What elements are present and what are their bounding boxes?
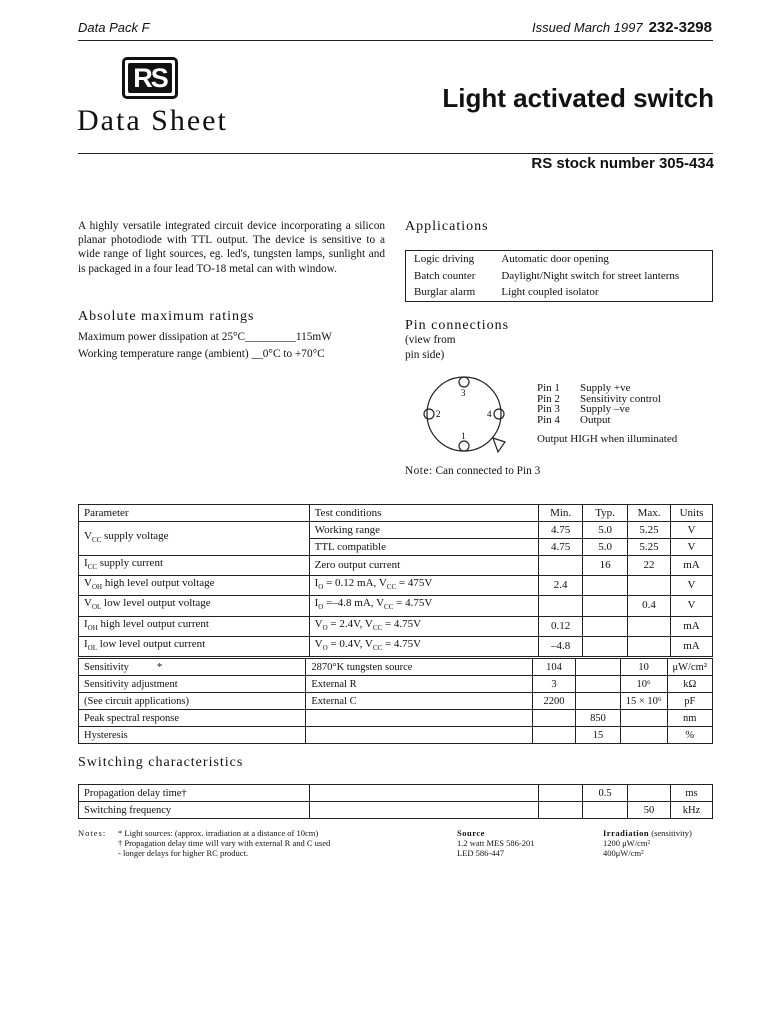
- unit-cell: kΩ: [667, 676, 712, 693]
- irradiation-heading-sub: (sensitivity): [651, 828, 692, 838]
- min-cell: [532, 710, 576, 727]
- can-note-label: Note:: [405, 465, 433, 477]
- abs-max-heading: Absolute maximum ratings: [78, 309, 255, 324]
- pin-2-circle: [424, 409, 434, 419]
- pin-name: Pin 2: [537, 392, 560, 405]
- param-symbol: V: [84, 597, 92, 610]
- max-cell: 0.4: [628, 596, 671, 616]
- data-pack-label: Data Pack F: [78, 20, 150, 35]
- param-symbol: V: [84, 529, 92, 542]
- applications-row: [406, 251, 713, 268]
- param-subscript: CC: [87, 563, 98, 572]
- pin-function: Sensitivity control: [580, 392, 661, 405]
- unit-cell: ms: [671, 785, 713, 802]
- condition-cell: $I_O = 0.12$ mA, $V_{CC} = 475V$: [309, 576, 539, 596]
- condition-cell: 2870°K tungsten source: [306, 659, 532, 676]
- condition-cell: $I_O =-4.8$ mA, $V_{CC} = 4.75V$: [309, 596, 539, 616]
- switching-table: [78, 784, 713, 819]
- table-row: [79, 616, 713, 636]
- typ-cell: [576, 659, 620, 676]
- param-cell: [79, 522, 310, 556]
- unit-cell: kHz: [671, 802, 713, 819]
- irradiation-column: [603, 828, 692, 858]
- condition-cell: Zero output current: [309, 556, 539, 576]
- table-row: [79, 785, 713, 802]
- note-line: * Light sources: (approx. irradiation at a distance of 10cm): [118, 828, 319, 838]
- param-cell: Sensitivity adjustment: [79, 676, 306, 693]
- max-cell: 5.25: [628, 522, 671, 539]
- param-cell: Propagation delay time†: [79, 785, 310, 802]
- min-cell: –4.8: [539, 636, 583, 656]
- param-text: supply voltage: [101, 529, 169, 542]
- param-cell: [79, 596, 310, 616]
- param-symbol: V: [84, 577, 92, 590]
- typ-cell: 16: [583, 556, 628, 576]
- condition-cell: [306, 710, 532, 727]
- max-cell: 10: [620, 659, 667, 676]
- pin-1-circle: [459, 441, 469, 451]
- col-header-typ: Typ.: [583, 505, 628, 522]
- param-subscript: CC: [91, 536, 102, 545]
- min-cell: 104: [532, 659, 576, 676]
- typ-cell: 15: [576, 727, 620, 744]
- pin-connections-heading: Pin connections: [405, 318, 510, 333]
- irradiation-heading: [603, 828, 692, 838]
- stock-number: [531, 155, 714, 172]
- condition-cell: External R: [306, 676, 532, 693]
- min-cell: 4.75: [539, 539, 583, 556]
- stock-brand: RS: [531, 155, 553, 172]
- param-cell: (See circuit applications): [79, 693, 306, 710]
- unit-cell: pF: [667, 693, 712, 710]
- typ-cell: [583, 576, 628, 596]
- document-number: 232-3298: [648, 19, 712, 36]
- source-column: [457, 828, 534, 858]
- table-row: [79, 710, 713, 727]
- min-cell: 0.12: [539, 616, 583, 636]
- param-text: low level output voltage: [101, 597, 211, 610]
- typ-cell: [576, 676, 620, 693]
- pin-name: Pin 4: [537, 413, 560, 426]
- typ-cell: [583, 596, 628, 616]
- source-heading: Source: [457, 828, 485, 838]
- intro-paragraph: A highly versatile integrated circuit device incorporating a silicon planar photodiode with TTL output. The device is sensitive to a wide range of light sources, eg. led's, tungsten lamps, sunlight and is packaged in a four lead TO-18 metal can with window.: [78, 220, 385, 275]
- table-header-row: [79, 505, 713, 522]
- param-text: high level output current: [97, 617, 209, 630]
- param-cell: [79, 616, 310, 636]
- col-header-max: Max.: [628, 505, 671, 522]
- col-header-parameter: Parameter: [79, 505, 310, 522]
- pin-1-label: 1: [461, 431, 466, 441]
- typ-cell: [583, 636, 628, 656]
- application-cell: Automatic door opening: [501, 253, 609, 265]
- note-line: † Propagation delay time will vary with external R and C used: [118, 838, 331, 848]
- condition-cell: [309, 785, 538, 802]
- application-cell: Daylight/Night switch for street lanterns: [501, 269, 680, 282]
- abs-max-line: Maximum power dissipation at 25°C_________115mW: [78, 331, 332, 343]
- max-cell: [628, 616, 671, 636]
- min-cell: 2.4: [539, 576, 583, 596]
- irradiation-line: 400μW/cm²: [603, 848, 644, 858]
- application-cell: Light coupled isolator: [501, 286, 599, 298]
- unit-cell: μW/cm²: [667, 659, 712, 676]
- typ-cell: 5.0: [583, 522, 628, 539]
- pin-view-line: (view from: [405, 334, 456, 346]
- condition-cell: [306, 727, 532, 744]
- package-tab: [493, 438, 505, 452]
- condition-cell: TTL compatible: [309, 539, 539, 556]
- condition-cell: $V_O = 2.4V$, $V_{CC} = 4.75V$: [309, 616, 539, 636]
- irradiation-line: 1200 μW/cm²: [603, 838, 650, 848]
- notes-label: Notes:: [78, 828, 107, 838]
- pin-function: Supply +ve: [580, 382, 631, 394]
- param-text: high level output voltage: [102, 577, 215, 590]
- min-cell: [539, 596, 583, 616]
- table-row: [79, 727, 713, 744]
- max-cell: [620, 727, 667, 744]
- abs-max-list: [78, 329, 332, 363]
- header-rule: [78, 40, 713, 41]
- unit-cell: mA: [671, 556, 713, 576]
- table-row: [79, 596, 713, 616]
- application-cell: Batch counter: [414, 269, 476, 282]
- pin-diagram: [410, 370, 520, 465]
- unit-cell: V: [671, 596, 713, 616]
- param-cell: [79, 556, 310, 576]
- sensitivity-table: [78, 658, 713, 744]
- param-cell: Peak spectral response: [79, 710, 306, 727]
- pin-3-label: 3: [461, 388, 466, 398]
- condition-cell: External C: [306, 693, 532, 710]
- abs-max-line: Working temperature range (ambient) __0°C to +70°C: [78, 348, 325, 360]
- condition-cell: [309, 802, 538, 819]
- typ-cell: 5.0: [583, 539, 628, 556]
- param-cell: [79, 576, 310, 596]
- rs-logo: [122, 57, 178, 99]
- max-cell: [628, 636, 671, 656]
- pin-name: Pin 3: [537, 403, 560, 415]
- col-header-min: Min.: [539, 505, 583, 522]
- notes-list: [118, 828, 330, 858]
- max-cell: [628, 576, 671, 596]
- max-cell: 5.25: [628, 539, 671, 556]
- min-cell: [532, 727, 576, 744]
- issue-info: [532, 19, 712, 36]
- source-line: LED 586-447: [457, 848, 504, 858]
- param-subscript: OL: [91, 603, 102, 612]
- source-line: 1.2 watt MES 586-201: [457, 838, 535, 848]
- pin-function: Supply –ve: [580, 403, 630, 415]
- output-note: Output HIGH when illuminated: [537, 433, 678, 445]
- unit-cell: V: [671, 576, 713, 596]
- max-cell: 10⁶: [620, 676, 667, 693]
- col-header-test-conditions: Test conditions: [309, 505, 539, 522]
- param-text: Sensitivity: [84, 661, 129, 673]
- pin-row: [537, 415, 661, 426]
- applications-row: [406, 268, 713, 285]
- param-cell: [79, 659, 306, 676]
- param-cell: [79, 636, 310, 656]
- param-text: low level output current: [97, 637, 206, 650]
- pin-4-label: 4: [487, 409, 492, 419]
- pin-name: Pin 1: [537, 382, 560, 394]
- condition-cell: $V_O = 0.4V$, $V_{CC} = 4.75V$: [309, 636, 539, 656]
- min-cell: [539, 802, 583, 819]
- table-row: [79, 659, 713, 676]
- table-row: [79, 576, 713, 596]
- can-note: [405, 465, 540, 477]
- param-subscript: OL: [87, 643, 98, 652]
- unit-cell: V: [671, 522, 713, 539]
- title-rule: [78, 153, 713, 154]
- typ-cell: [583, 616, 628, 636]
- param-subscript: OH: [91, 583, 103, 592]
- pin-3-circle: [459, 377, 469, 387]
- table-row: [79, 676, 713, 693]
- param-symbol: I: [84, 557, 88, 569]
- applications-row: [406, 284, 713, 301]
- min-cell: 4.75: [539, 522, 583, 539]
- condition-cell: Working range: [309, 522, 539, 539]
- max-cell: 22: [628, 556, 671, 576]
- applications-table: [405, 250, 713, 302]
- param-symbol: I: [84, 637, 88, 650]
- data-sheet-caption: Data Sheet: [77, 104, 228, 137]
- application-cell: Burglar alarm: [414, 286, 476, 298]
- pin-4-circle: [494, 409, 504, 419]
- can-note-text: Can connected to Pin 3: [435, 465, 541, 477]
- pin-list: [537, 383, 661, 425]
- table-row: [79, 802, 713, 819]
- table-row: [79, 693, 713, 710]
- param-text: supply current: [97, 557, 163, 569]
- min-cell: 3: [532, 676, 576, 693]
- param-cell: Hysteresis: [79, 727, 306, 744]
- applications-heading: Applications: [405, 219, 489, 234]
- pin-2-label: 2: [436, 409, 441, 419]
- param-subscript: OH: [87, 623, 98, 632]
- note-line: - longer delays for higher RC product.: [118, 848, 249, 858]
- footnote-mark: *: [156, 661, 163, 673]
- pin-view-line: pin side): [405, 349, 445, 361]
- max-cell: [620, 710, 667, 727]
- typ-cell: 0.5: [583, 785, 628, 802]
- min-cell: [539, 556, 583, 576]
- pin-row: [537, 404, 661, 415]
- min-cell: 2200: [532, 693, 576, 710]
- unit-cell: nm: [667, 710, 712, 727]
- electrical-table: [78, 504, 713, 657]
- table-row: [79, 522, 713, 539]
- typ-cell: [583, 802, 628, 819]
- min-cell: [539, 785, 583, 802]
- param-cell: Switching frequency: [79, 802, 310, 819]
- table-row: [79, 556, 713, 576]
- switching-heading: Switching characteristics: [78, 755, 244, 770]
- unit-cell: mA: [671, 636, 713, 656]
- unit-cell: V: [671, 539, 713, 556]
- irradiation-heading-bold: Irradiation: [603, 828, 650, 838]
- pin-view-note: [405, 333, 456, 363]
- param-symbol: I: [84, 617, 88, 630]
- col-header-units: Units: [671, 505, 713, 522]
- max-cell: [628, 785, 671, 802]
- unit-cell: mA: [671, 616, 713, 636]
- page-title: Light activated switch: [442, 83, 714, 113]
- table-row: [79, 636, 713, 656]
- typ-cell: 850: [576, 710, 620, 727]
- rs-logo-text: RS: [128, 63, 172, 93]
- pin-row: [537, 383, 661, 394]
- stock-text: stock number 305-434: [556, 155, 714, 172]
- pin-function: Output: [580, 413, 611, 426]
- max-cell: 15 × 10⁶: [620, 693, 667, 710]
- unit-cell: %: [667, 727, 712, 744]
- typ-cell: [576, 693, 620, 710]
- application-cell: Logic driving: [414, 253, 475, 265]
- issue-date: Issued March 1997: [532, 20, 643, 35]
- max-cell: 50: [628, 802, 671, 819]
